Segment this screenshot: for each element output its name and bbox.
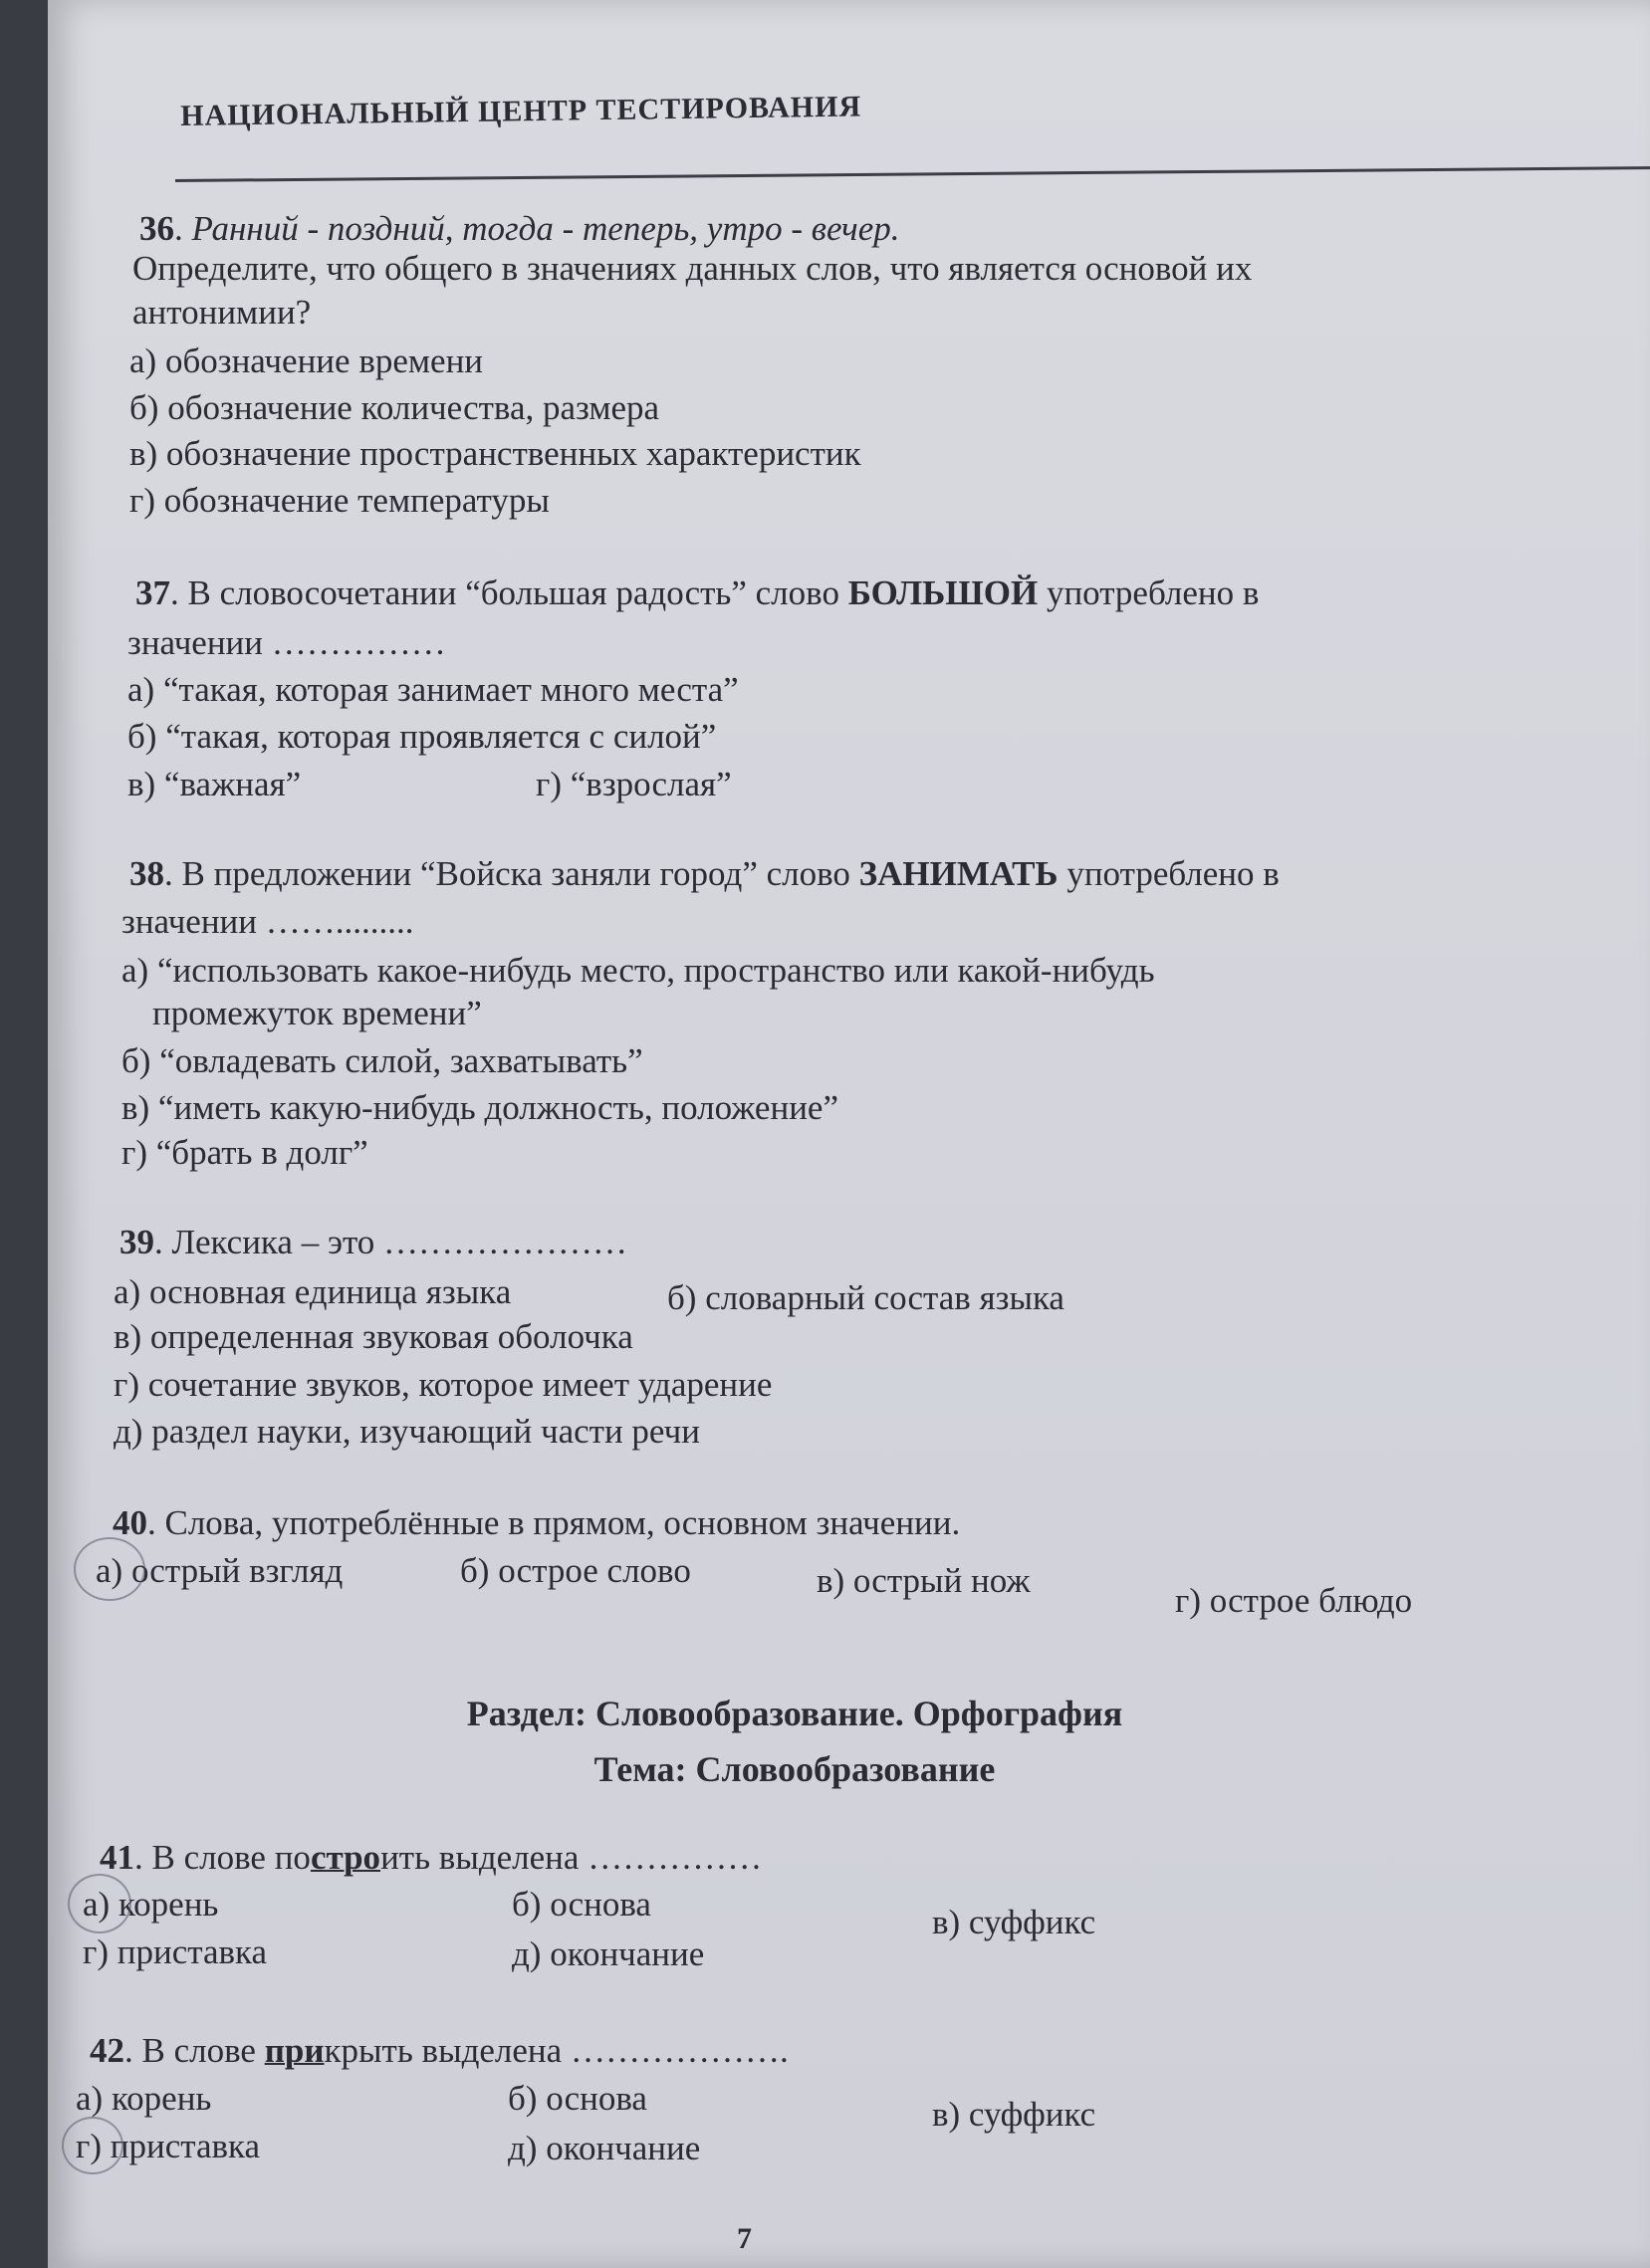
option-a[interactable]: а) корень (83, 1885, 219, 1924)
option-a[interactable]: а) острый взгляд (96, 1551, 344, 1590)
highlighted-morpheme: при (264, 2031, 325, 2070)
question-keyword: БОЛЬШОЙ (847, 573, 1039, 612)
question-number: 41 (100, 1838, 134, 1877)
option-b[interactable]: б) основа (512, 1885, 651, 1924)
question-text: Слова, употреблённые в прямом, основном значении. (164, 1503, 961, 1542)
question-text: значении ……......... (121, 902, 414, 941)
option-b[interactable]: б) “такая, которая проявляется с силой” (127, 717, 717, 756)
question-text: антонимии? (132, 293, 312, 332)
question-text: В словосочетании “большая радость” слово (187, 573, 839, 612)
question-number: 37 (135, 573, 170, 612)
question-text: Определите, что общего в значениях данных слов, что является основой их (132, 249, 1253, 288)
option-d[interactable]: г) сочетание звуков, которое имеет ударение (114, 1365, 773, 1404)
document-header: НАЦИОНАЛЬНЫЙ ЦЕНТР ТЕСТИРОВАНИЯ (180, 90, 862, 132)
option-c[interactable]: в) острый нож (817, 1561, 1031, 1600)
option-b[interactable]: б) основа (508, 2079, 647, 2118)
question-number: 39 (119, 1223, 154, 1261)
option-d[interactable]: г) “брать в долг” (121, 1133, 368, 1172)
option-e[interactable]: д) раздел науки, изучающий части речи (114, 1412, 700, 1451)
question-text: Лексика – это ………………… (171, 1223, 628, 1261)
answer-circle-mark (74, 1537, 145, 1601)
section-topic: Тема: Словообразование (593, 1749, 996, 1789)
header-rule (175, 166, 1650, 182)
question-number: 38 (129, 854, 164, 893)
page-number: 7 (737, 2222, 752, 2255)
option-a[interactable]: а) основная единица языка (114, 1272, 512, 1311)
option-c[interactable]: в) “важная” (127, 765, 302, 803)
question-keyword: ЗАНИМАТЬ (858, 854, 1059, 893)
question-36: 36. Ранний - поздний, тогда - теперь, утро - вечер. (139, 209, 900, 248)
answer-circle-mark (62, 2117, 123, 2174)
option-d[interactable]: г) приставка (76, 2127, 261, 2165)
question-39: 39. Лексика – это ………………… (119, 1223, 628, 1261)
question-text: В предложении “Войска заняли город” слово (181, 854, 850, 893)
question-lead: Ранний - поздний, тогда - теперь, утро - вечер. (191, 209, 900, 248)
question-text: ить выделена …………… (380, 1838, 763, 1877)
option-a[interactable]: а) корень (76, 2079, 212, 2118)
question-text: крыть выделена ………………. (324, 2031, 789, 2070)
question-number: 42 (90, 2031, 124, 2070)
option-d[interactable]: г) приставка (83, 1932, 268, 1971)
answer-circle-mark (68, 1874, 131, 1933)
option-b[interactable]: б) обозначение количества, размера (129, 388, 660, 427)
question-37: 37. В словосочетании “большая радость” слово БОЛЬШОЙ употреблено в (135, 573, 1260, 612)
option-b[interactable]: б) острое слово (460, 1551, 691, 1590)
option-b[interactable]: б) словарный состав языка (667, 1278, 1064, 1317)
question-text: значении …………… (127, 623, 446, 662)
option-c[interactable]: в) обозначение пространственных характеристик (129, 434, 861, 473)
option-c[interactable]: в) суффикс (932, 1903, 1096, 1941)
question-text: употреблено в (1066, 854, 1280, 893)
option-e[interactable]: д) окончание (508, 2129, 701, 2167)
question-41: 41. В слове построить выделена …………… (100, 1838, 763, 1877)
question-text: В слове по (151, 1838, 311, 1877)
question-40: 40. Слова, употреблённые в прямом, основном значении. (113, 1503, 961, 1542)
option-b[interactable]: б) “овладевать силой, захватывать” (121, 1041, 643, 1080)
option-d[interactable]: г) “взрослая” (536, 765, 732, 803)
option-c[interactable]: в) определенная звуковая оболочка (114, 1317, 633, 1356)
highlighted-morpheme: стро (310, 1838, 381, 1877)
option-a[interactable]: а) “такая, которая занимает много места” (127, 670, 739, 709)
question-text: В слове (141, 2031, 265, 2070)
question-text: употреблено в (1046, 573, 1260, 612)
option-d[interactable]: г) острое блюдо (1175, 1581, 1413, 1620)
document-page (48, 0, 1650, 2268)
section-title: Раздел: Словообразование. Орфография (466, 1694, 1123, 1733)
option-a[interactable]: а) обозначение времени (129, 341, 484, 380)
option-d[interactable]: г) обозначение температуры (129, 481, 550, 520)
question-number: 40 (113, 1503, 147, 1542)
option-c[interactable]: в) “иметь какую-нибудь должность, положение” (121, 1088, 838, 1127)
option-a-continued: промежуток времени” (152, 994, 482, 1032)
question-42: 42. В слове прикрыть выделена ………………. (90, 2031, 789, 2070)
question-number: 36 (139, 209, 174, 248)
option-c[interactable]: в) суффикс (932, 2095, 1096, 2134)
question-38: 38. В предложении “Войска заняли город” слово ЗАНИМАТЬ употреблено в (129, 854, 1280, 893)
option-a[interactable]: а) “использовать какое-нибудь место, пространство или какой-нибудь (121, 951, 1155, 990)
option-e[interactable]: д) окончание (512, 1934, 705, 1973)
